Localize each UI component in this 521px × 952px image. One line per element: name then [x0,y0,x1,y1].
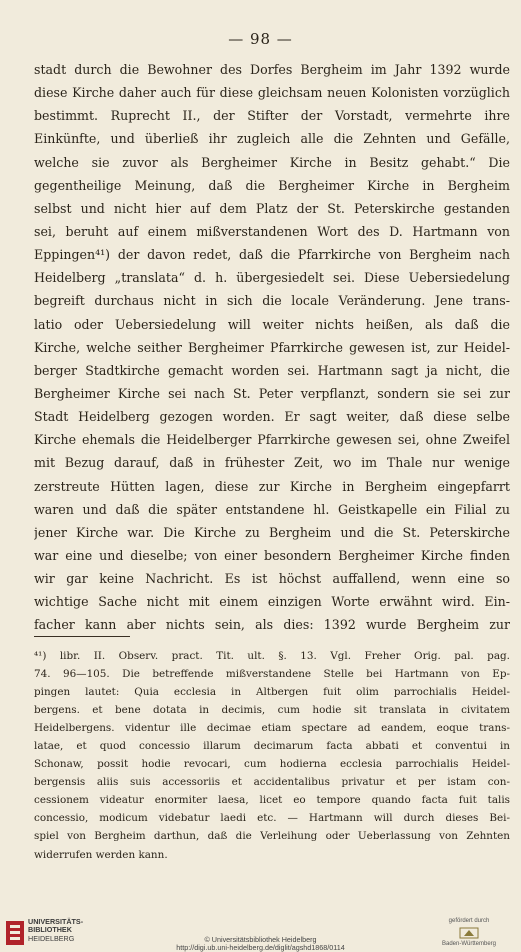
footnote [34,647,510,864]
funder-label: gefördert durch [448,918,490,924]
footnote-line: Heidelbergens. videntur ille decimae etiam spectare ad eandem, eoque trans- [34,722,510,735]
text-line: Bergheimer Kirche sei nach St. Peter verpflanzt, sondern sie sei zur [34,385,510,401]
text-line: wichtige Sache nicht mit einem einzigen Worte erwähnt wird. Ein- [34,594,510,610]
funder-credit [421,918,517,948]
text-line: bestimmt. Ruprecht II., der Stifter der Vorstadt, vermehrte ihre [34,108,510,124]
funder-logo-icon [454,926,484,940]
footnote-divider [34,636,130,637]
footnote-line: pingen lautet: Quia ecclesia in Altbergen fuit olim parrochialis Heidel- [34,686,510,699]
text-line: wir gar keine Nachricht. Es ist höchst auffallend, wenn eine so [34,571,510,587]
text-line: sei, beruht auf einem mißverstandenen Wort des D. Hartmann von [34,223,510,239]
text-line: welche sie zuvor als Bergheimer Kirche in Besitz gehabt.“ Die [34,154,510,170]
library-name-line: BIBLIOTHEK [28,925,72,935]
text-line: jener Kirche war. Die Kirche zu Bergheim und die St. Peterskirche [34,524,510,540]
library-name-line: HEIDELBERG [28,933,75,943]
text-line: Stadt Heidelberg gezogen worden. Er sagt weiter, daß diese selbe [34,409,510,425]
text-line: gegentheilige Meinung, daß die Bergheimer Kirche in Bergheim [34,177,510,193]
text-line: war eine und dieselbe; von einer besondern Bergheimer Kirche finden [34,547,510,563]
permalink[interactable]: http://digi.ub.uni-heidelberg.de/diglit/agshd1868/0114 [176,943,345,952]
footnote-line: spiel von Bergheim darthun, daß die Verleihung oder Ueberlassung von Zehnten [34,830,510,843]
text-line: selbst und nicht hier auf dem Platz der St. Peterskirche gestanden [34,200,510,216]
text-line: begreift durchaus nicht in sich die locale Veränderung. Jene trans- [34,293,510,309]
library-name-line: UNIVERSITÄTS- [28,917,84,926]
main-text [34,58,510,637]
page-number: — 98 — [228,30,293,48]
footnote-line: latae, et quod concessio illarum decimarum facta abbati et conventui in [34,740,510,753]
footnote-line: bergens. et bene dotata in decimis, cum hodie sit translata in civitatem [34,704,510,717]
text-line: Kirche, welche seither Bergheimer Pfarrkirche gewesen ist, zur Heidel- [34,339,510,355]
text-line: mit Bezug darauf, daß in frühester Zeit, wo im Thale nur wenige [34,455,510,471]
footnote-line: Schonaw, possit hodie revocari, cum hodierna ecclesia parrochialis Heidel- [34,758,510,771]
footnote-line: concessio, modicum videbatur laedi etc. — Hartmann will durch dieses Bei- [34,812,510,825]
footnote-line: widerrufen werden kann. [34,848,168,861]
text-line: diese Kirche daher auch für diese gleichsam neuen Kolonisten vorzüglich [34,85,510,101]
text-line: waren und daß die später entstandene hl. Geistkapelle ein Filial zu [34,501,510,517]
footnote-line: ⁴¹) libr. II. Observ. pract. Tit. ult. §. 13. Vgl. Freher Orig. pal. pag. [34,650,510,662]
text-line: Eppingen⁴¹) der davon redet, daß die Pfarrkirche von Bergheim nach [34,247,510,263]
copyright-text: © Universitätsbibliothek Heidelberg [204,935,317,944]
footnote-line: cessionem videatur enormiter laesa, licet eo tempore quando facta fuit talis [34,794,510,807]
footnote-line: 74. 96—105. Die betreffende mißverstandene Stelle bei Hartmann von Ep- [34,668,510,681]
text-line: Heidelberg „translata“ d. h. übergesiedelt sei. Diese Uebersiedelung [34,270,510,286]
text-line: Einkünfte, und überließ ihr zugleich alle die Zehnten und Gefälle, [34,131,510,147]
text-line: berger Stadtkirche gemacht worden sei. Hartmann sagt ja nicht, die [34,362,510,378]
text-line: zerstreute Hütten lagen, diese zur Kirche in Bergheim eingepfarrt [34,478,510,494]
text-line: latio oder Uebersiedelung will weiter nichts heißen, als daß die [34,316,510,332]
footnote-line: bergensis aliis suis accessoriis et accidentalibus privatur et per istam con- [34,776,510,789]
text-line: stadt durch die Bewohner des Dorfes Bergheim im Jahr 1392 wurde [34,62,510,77]
funder-name: Baden-Württemberg [441,941,497,947]
text-line: Kirche ehemals die Heidelberger Pfarrkirche gewesen sei, ohne Zweifel [34,432,510,448]
text-line: facher kann aber nichts sein, als dies: 1392 wurde Bergheim zur [34,617,510,633]
